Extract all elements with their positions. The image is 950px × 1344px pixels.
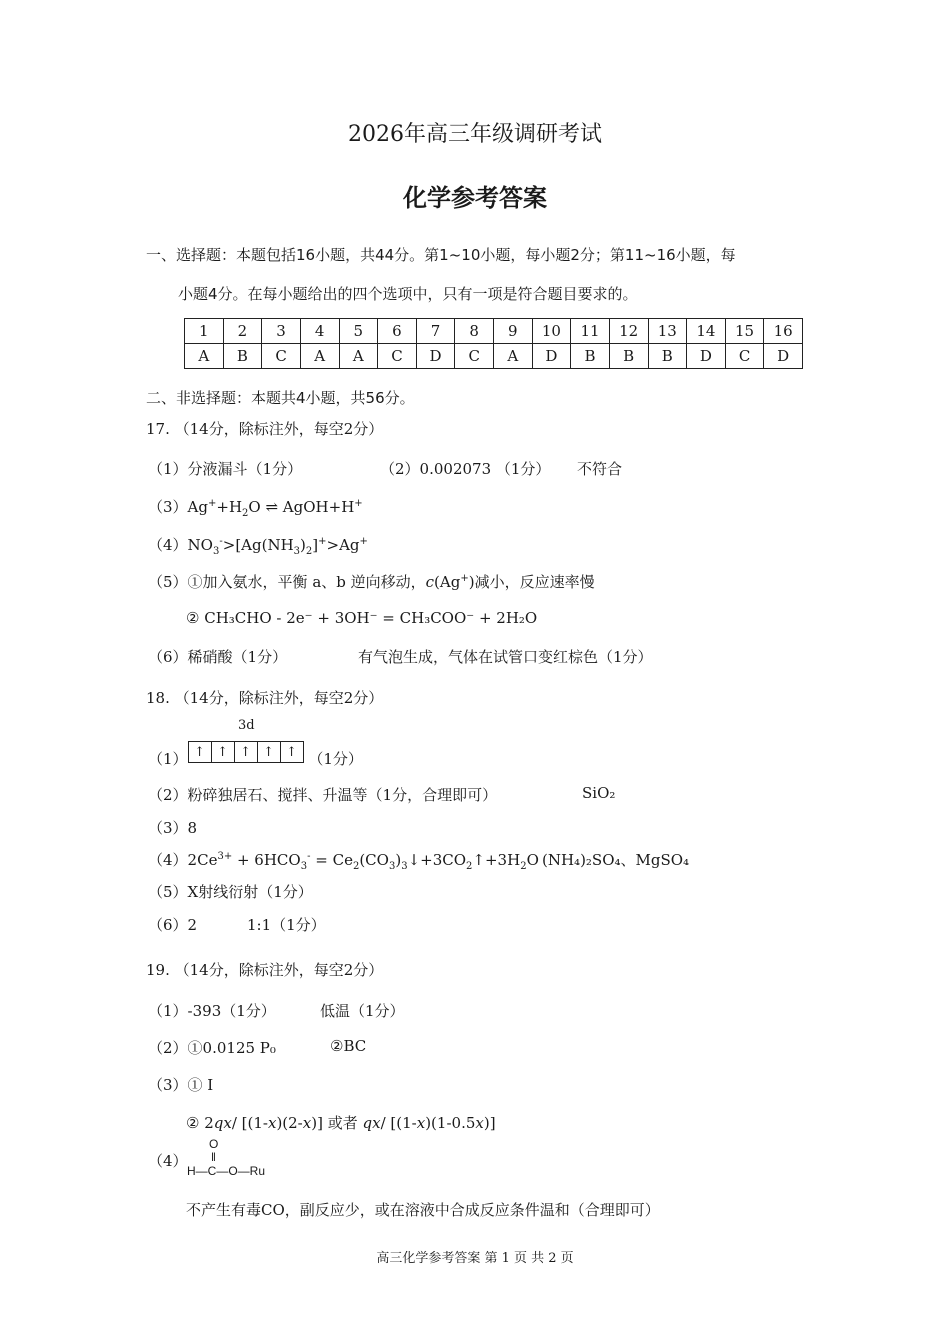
question-number: 2 — [223, 319, 262, 344]
q17-heading: 17. （14分，除标注外，每空2分） — [146, 420, 384, 438]
question-number: 7 — [416, 319, 455, 344]
question-number: 13 — [648, 319, 687, 344]
answer-key-title: 化学参考答案 — [403, 184, 547, 212]
struct-oxygen: O — [209, 1137, 219, 1151]
up-arrow-icon: ↑ — [286, 744, 297, 760]
answer-cell: B — [223, 344, 262, 369]
q17-answer-3 — [148, 496, 363, 519]
question-number: 15 — [725, 319, 764, 344]
q19-answer-4-text: 不产生有毒CO，副反应少，或在溶液中合成反应条件温和（合理即可） — [186, 1201, 660, 1219]
q19-answer-3: （3）① I — [148, 1076, 214, 1094]
struct-formula: H—C—O—Ru — [187, 1164, 266, 1178]
q18-answer-4-label: （4） — [148, 851, 188, 869]
q18-answer-1-score: （1分） — [308, 750, 363, 768]
q19-answer-2b: ②BC — [330, 1037, 367, 1055]
answer-cell: A — [494, 344, 533, 369]
question-number: 3 — [262, 319, 301, 344]
answer-row — [185, 344, 803, 369]
answer-cell: A — [339, 344, 378, 369]
question-number: 16 — [764, 319, 803, 344]
exam-title: 2026年高三年级调研考试 — [348, 122, 602, 147]
q18-answer-6b: 1:1（1分） — [247, 916, 326, 934]
answer-cell: C — [725, 344, 764, 369]
question-number: 9 — [494, 319, 533, 344]
page-footer: 高三化学参考答案 第 1 页 共 2 页 — [376, 1251, 574, 1266]
answer-cell: D — [416, 344, 455, 369]
q17-answer-4-label: （4） — [148, 536, 188, 554]
q17-answer-6b: 有气泡生成，气体在试管口变红棕色（1分） — [358, 648, 653, 666]
q18-answer-4b: (NH₄)₂SO₄、MgSO₄ — [542, 851, 690, 869]
q17-answer-3-label: （3） — [148, 498, 188, 516]
question-number: 5 — [339, 319, 378, 344]
question-number-row — [185, 319, 803, 344]
q19-answer-3-2 — [186, 1112, 496, 1133]
section1-instructions-line2: 小题4分。在每小题给出的四个选项中，只有一项是符合题目要求的。 — [178, 285, 638, 303]
answer-cell: C — [262, 344, 301, 369]
question-number: 4 — [300, 319, 339, 344]
question-number: 14 — [687, 319, 726, 344]
q17-answer-1: （1）分液漏斗（1分） — [148, 460, 303, 478]
q17-answer-2: （2）0.002073 （1分） — [380, 460, 551, 478]
q17-answer-5-2: ② CH₃CHO - 2e⁻ + 3OH⁻ = CH₃COO⁻ + 2H₂O — [186, 609, 538, 627]
q19-answer-2: （2）①0.0125 P₀ — [148, 1039, 276, 1057]
answer-table — [184, 318, 803, 369]
q17-equation-3: $Ag^++H_2O$ ⇌ AgOH+H+ — [187, 498, 363, 519]
section2-heading: 二、非选择题：本题共4小题，共56分。 — [146, 389, 415, 407]
answer-cell: D — [532, 344, 571, 369]
q17-answer-5-label: （5） — [148, 573, 188, 591]
answer-cell: B — [571, 344, 610, 369]
answer-cell: C — [455, 344, 494, 369]
q19-heading: 19. （14分，除标注外，每空2分） — [146, 961, 384, 979]
up-arrow-icon: ↑ — [235, 742, 258, 762]
q17-answer-5-1a: ①加入氨水，平衡 a、b 逆向移动， — [187, 573, 426, 591]
question-number: 1 — [185, 319, 224, 344]
q18-answer-1-label: （1） — [148, 750, 188, 768]
q18-heading: 18. （14分，除标注外，每空2分） — [146, 689, 384, 707]
up-arrow-icon: ↑ — [189, 742, 212, 762]
up-arrow-icon: ↑ — [212, 742, 235, 762]
q19-expression-1: ② 2qx/ [(1-x)(2-x)] — [186, 1114, 323, 1132]
q17-answer-5-1b: 减小，反应速率慢 — [474, 573, 595, 591]
q19-answer-1: （1）-393（1分） — [148, 1002, 276, 1020]
q18-answer-3: （3）8 — [148, 819, 198, 837]
answer-cell: D — [687, 344, 726, 369]
question-number: 12 — [609, 319, 648, 344]
answer-cell: C — [378, 344, 417, 369]
answer-cell: B — [648, 344, 687, 369]
section1-instructions-line1: 一、选择题：本题包括16小题，共44分。第1~10小题，每小题2分；第11~16小题，每 — [146, 246, 736, 264]
up-arrow-icon: ↑ — [258, 742, 281, 762]
q17-answer-4 — [148, 534, 368, 557]
q19-expression-2: qx/ [(1-x)(1-0.5x)] — [362, 1114, 496, 1132]
q19-answer-1b: 低温（1分） — [320, 1002, 405, 1020]
q18-answer-2b: SiO₂ — [582, 784, 616, 802]
q18-answer-5: （5）X射线衍射（1分） — [148, 883, 313, 901]
q18-equation-4: $2Ce^{3+} + 6HCO_3^-$ = $Ce_2(CO_3)_3↓+3CO_2↑+3H_2O$ — [187, 851, 539, 872]
answer-cell: A — [300, 344, 339, 369]
orbital-diagram — [188, 741, 304, 763]
q17-concentration: c(Ag+) — [425, 573, 475, 591]
answer-cell: A — [185, 344, 224, 369]
q17-order-4: $NO_3^->[Ag(NH_3)_2]^+>Ag^+$ — [187, 536, 368, 557]
struct-double-bond: ‖ — [211, 1150, 216, 1164]
q18-answer-4 — [148, 849, 539, 872]
question-number: 11 — [571, 319, 610, 344]
q17-answer-6: （6）稀硝酸（1分） — [148, 648, 288, 666]
answer-cell: D — [764, 344, 803, 369]
question-number: 10 — [532, 319, 571, 344]
answer-cell: B — [609, 344, 648, 369]
question-number: 6 — [378, 319, 417, 344]
question-number: 8 — [455, 319, 494, 344]
q17-answer-2b: 不符合 — [577, 460, 623, 478]
q18-answer-1 — [148, 744, 363, 771]
q19-answer-4-label: （4） — [148, 1152, 188, 1170]
q19-or-label: 或者 — [327, 1114, 358, 1132]
q18-answer-6: （6）2 — [148, 916, 198, 934]
orbital-label: 3d — [238, 718, 255, 733]
q17-answer-5-1 — [148, 571, 595, 592]
q18-answer-2: （2）粉碎独居石、搅拌、升温等（1分，合理即可） — [148, 786, 498, 804]
